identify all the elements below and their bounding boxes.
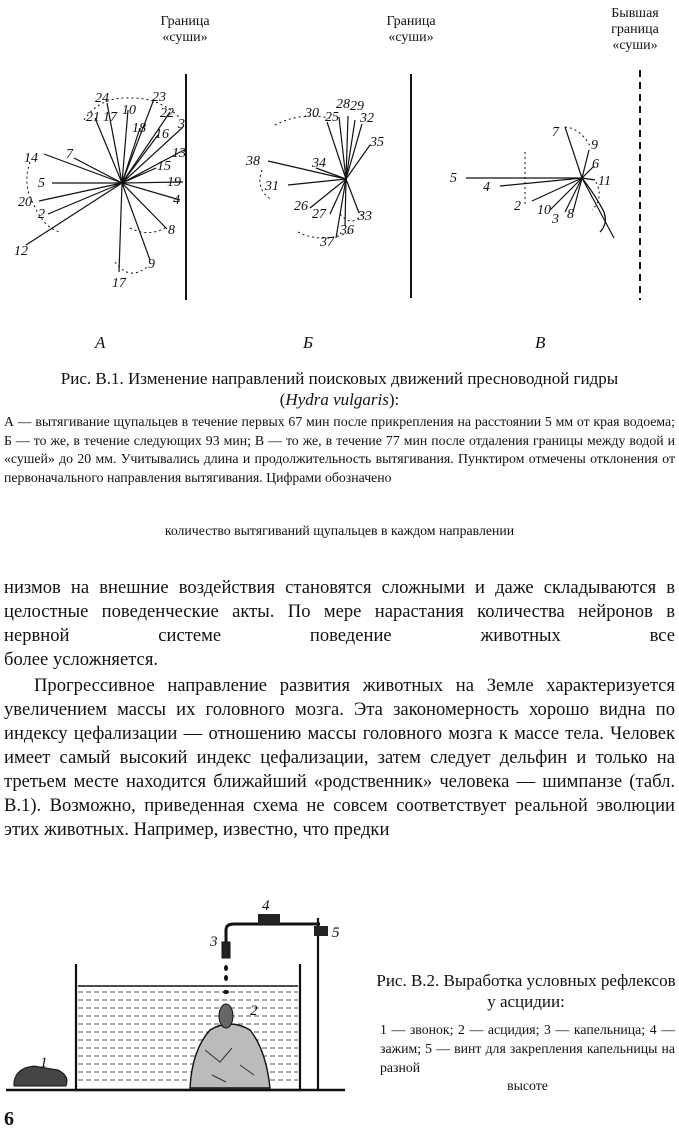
num-b: 27 <box>312 207 326 222</box>
num-v: 11 <box>598 174 611 189</box>
num-v: 8 <box>567 207 574 222</box>
num-v: 5 <box>450 171 457 186</box>
num-v: 7 <box>552 125 559 140</box>
page-number: 6 <box>4 1108 14 1130</box>
paragraph-2: Прогрессивное направление развития животных на Земле характеризуется увеличением массы их головного мозга. Эта закономерность хорошо видна по индексу цефализации — отношению массы головного мозга к массе тела. Человек имеет самый высокий индекс цефализации, затем следует дельфин и только на третьем месте находится ближайший «родственник» человека — шимпанзе (табл. В.1). Возможно, приведенная схема не совсем соответствует реальной эволюции этих животных. Например, известно, что предки <box>4 675 675 840</box>
hydra-direction-diagram <box>0 0 679 360</box>
fig2-label-1: 1 <box>40 1055 48 1071</box>
fig2-label-2: 2 <box>250 1003 258 1019</box>
species-name: Hydra vulgaris <box>285 390 389 409</box>
panel-label-a: А <box>95 333 106 352</box>
fig2-label-4: 4 <box>262 900 270 914</box>
clamp <box>258 914 280 924</box>
figure1-caption-title: Рис. В.1. Изменение направлений поисковых движений пресноводной гидры (Hydra vulgaris): <box>60 369 619 409</box>
figure2-caption-last: высоте <box>507 1078 548 1093</box>
figure2-caption-body: 1 — звонок; 2 — асцидия; 3 — капельница; 4 — зажим; 5 — винт для закрепления капельницы на разной <box>380 1022 675 1075</box>
ascidia-apparatus-diagram <box>0 900 380 1100</box>
num-v: 4 <box>483 180 490 195</box>
num-b: 36 <box>340 223 354 238</box>
num-a: 14 <box>24 151 38 166</box>
dropper <box>222 942 230 958</box>
num-a: 21 <box>86 110 100 125</box>
num-a: 2 <box>38 207 45 222</box>
num-v: 9 <box>591 138 598 153</box>
num-b: 26 <box>294 199 308 214</box>
num-a: 19 <box>167 175 181 190</box>
num-b: 28 <box>336 97 350 112</box>
former-border-label-v: Бывшая граница «суши» <box>611 6 659 53</box>
figure1-caption-body: А — вытягивание щупальцев в течение первых 67 мин после прикрепления на расстоянии 5 мм от края водоема; Б — то же, в течение следующих 93 мин; В — то же, в течение 77 мин после отдаления границы между водой и «сушей» до 20 мм. Учитывались длина и продолжительность вытягивания. Пунктиром отмечены отклонения от первоначального направления вытягивания. Цифрами обозначено <box>4 414 675 485</box>
num-a: 22 <box>160 106 174 121</box>
num-a: 4 <box>173 193 180 208</box>
num-a: 16 <box>155 127 169 142</box>
ascidia <box>219 1004 233 1028</box>
num-a: 13 <box>172 146 186 161</box>
num-b: 35 <box>370 135 384 150</box>
dropper-tube <box>226 924 320 942</box>
screw <box>314 926 328 936</box>
num-a: 3 <box>178 117 185 132</box>
num-a: 5 <box>38 176 45 191</box>
num-a: 17 <box>103 110 117 125</box>
num-v: 6 <box>592 157 599 172</box>
num-a: 18 <box>132 121 146 136</box>
border-label-a: Граница «суши» <box>160 14 210 45</box>
num-a: 10 <box>122 103 136 118</box>
figure1-caption-last: количество вытягиваний щупальцев в каждом направлении <box>164 523 515 538</box>
drops <box>223 965 229 994</box>
num-v: 3 <box>552 212 559 227</box>
num-a: 24 <box>95 91 109 106</box>
num-a: 7 <box>66 147 73 162</box>
num-b: 29 <box>350 99 364 114</box>
paragraph-1-last: более усложняется. <box>4 649 159 670</box>
num-v: 2 <box>514 199 521 214</box>
panel-label-v: В <box>535 333 546 352</box>
figure2-caption-title: Рис. В.2. Выработка условных рефлексов у асцидии: <box>376 971 676 1011</box>
fig2-label-3: 3 <box>210 934 218 950</box>
num-b: 32 <box>360 111 374 126</box>
fig2-label-5: 5 <box>332 925 340 941</box>
border-label-b: Граница «суши» <box>386 14 436 45</box>
num-a: 12 <box>14 244 28 259</box>
num-b: 37 <box>320 235 334 250</box>
num-a: 20 <box>18 195 32 210</box>
paragraph-1: низмов на внешние воздействия становятся сложными и даже складываются в целостные поведенческие акты. По мере нарастания количества нейронов в нервной системе поведение животных все <box>4 577 675 646</box>
num-b: 25 <box>325 110 339 125</box>
num-a: 9 <box>148 257 155 272</box>
num-b: 38 <box>246 154 260 169</box>
num-a: 15 <box>157 159 171 174</box>
num-b: 31 <box>265 179 279 194</box>
num-a: 23 <box>152 90 166 105</box>
panel-label-b: Б <box>303 333 314 352</box>
num-a: 8 <box>168 223 175 238</box>
num-a: 17 <box>112 276 126 291</box>
num-b: 34 <box>312 156 326 171</box>
num-v: 10 <box>537 203 551 218</box>
num-b: 30 <box>305 106 319 121</box>
stone <box>190 1024 270 1088</box>
num-b: 33 <box>358 209 372 224</box>
